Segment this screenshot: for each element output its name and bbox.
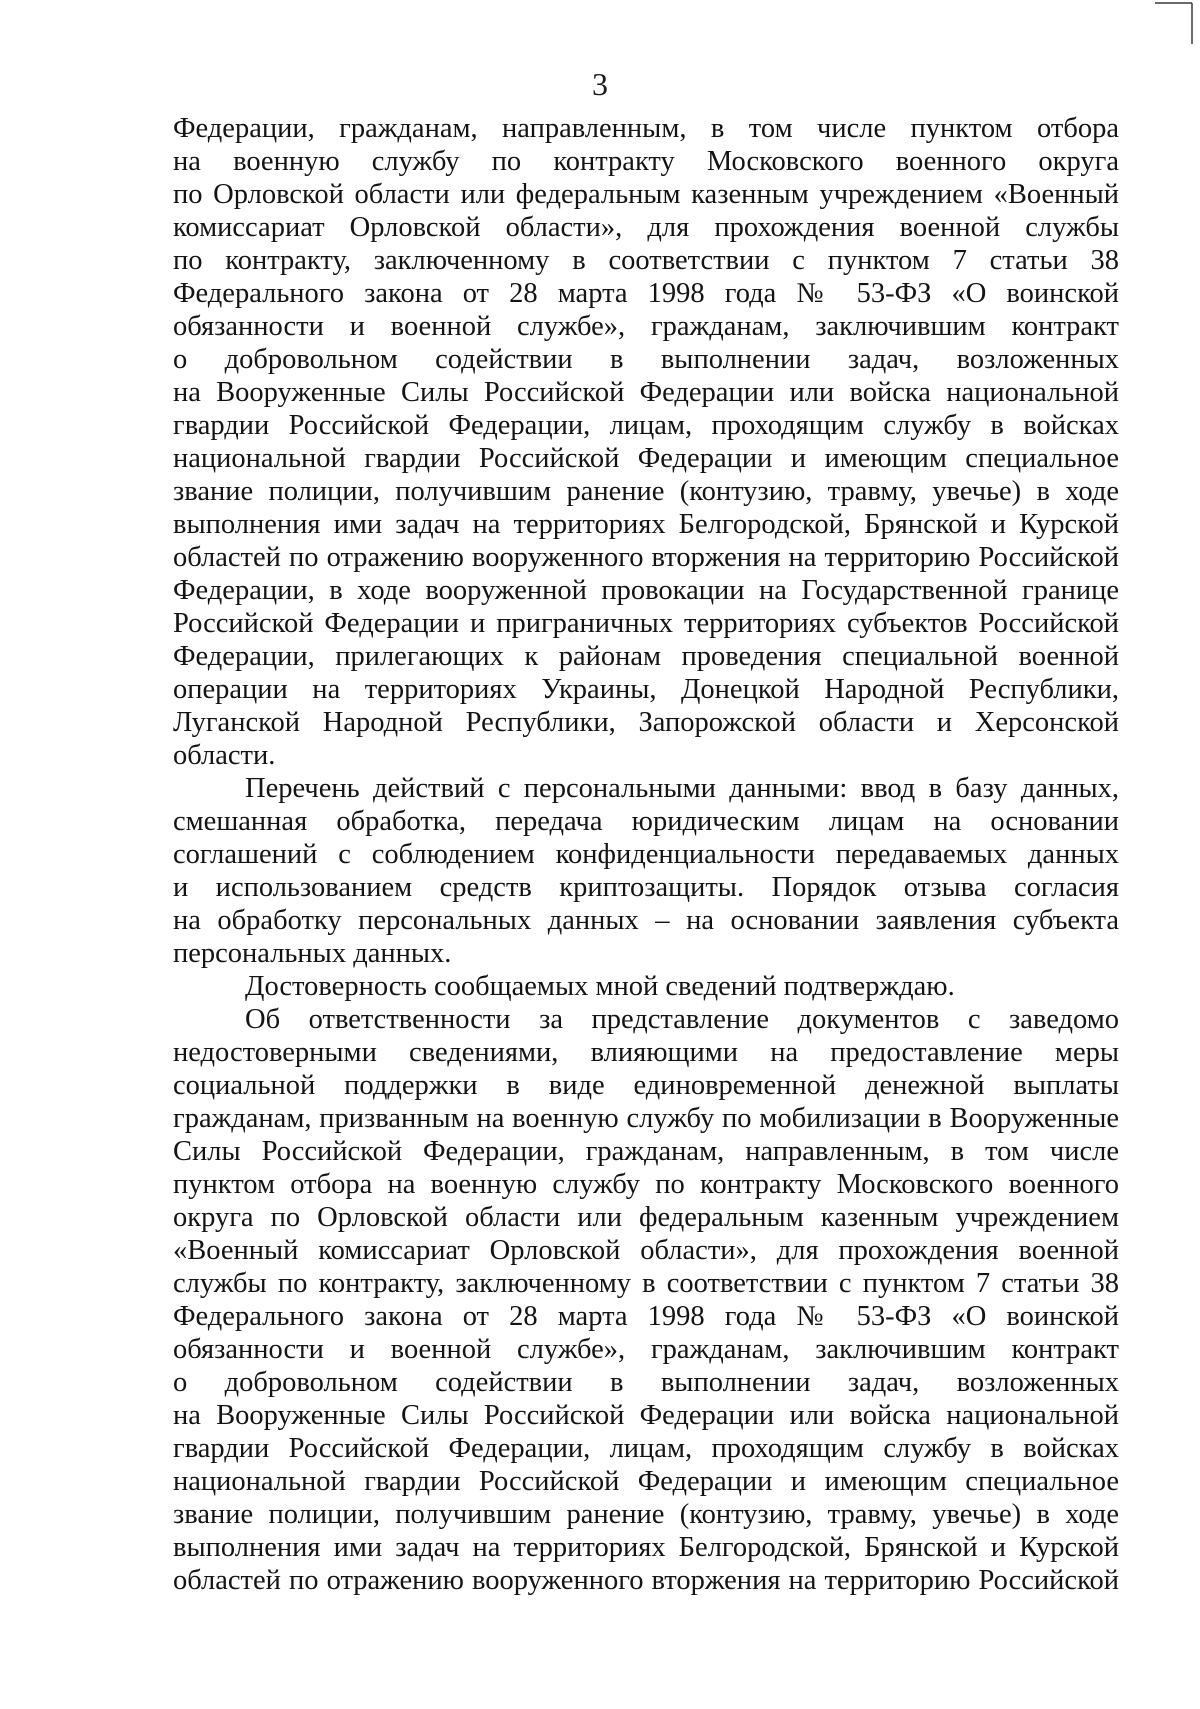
paragraph [173, 1003, 1119, 1597]
text-line: звание полиции, получившим ранение (контузию, травму, увечье) в ходе [173, 476, 1119, 507]
paragraph [173, 772, 1119, 970]
text-line: обязанности и военной службе», гражданам, заключившим контракт [173, 311, 1119, 342]
text-line: по Орловской области или федеральным казенным учреждением «Военный [173, 179, 1119, 210]
text-line: по контракту, заключенному в соответствии с пунктом 7 статьи 38 [173, 245, 1119, 276]
text-line: смешанная обработка, передача юридическим лицам на основании [173, 806, 1119, 837]
text-line: персональных данных. [173, 938, 452, 969]
text-line: гвардии Российской Федерации, лицам, проходящим службу в войсках [173, 1433, 1119, 1464]
text-line: службы по контракту, заключенному в соответствии с пунктом 7 статьи 38 [173, 1268, 1119, 1299]
text-line: на обработку персональных данных – на основании заявления субъекта [173, 905, 1119, 936]
text-line: на военную службу по контракту Московского военного округа [173, 146, 1119, 177]
text-line: на Вооруженные Силы Российской Федерации или войска национальной [173, 1400, 1119, 1431]
text-line: Федерации, прилегающих к районам проведения специальной военной [173, 641, 1119, 672]
text-line: операции на территориях Украины, Донецкой Народной Республики, [173, 674, 1119, 705]
scan-edge-mark [1154, 0, 1200, 44]
text-line: Федерации, в ходе вооруженной провокации на Государственной границе [173, 575, 1119, 606]
paragraph [173, 970, 1119, 1003]
text-line: Федерального закона от 28 марта 1998 года № 53-ФЗ «О воинской [173, 1301, 1119, 1332]
text-line: на Вооруженные Силы Российской Федерации или войска национальной [173, 377, 1119, 408]
text-line: гражданам, призванным на военную службу по мобилизации в Вооруженные [173, 1103, 1119, 1134]
text-line: обязанности и военной службе», гражданам, заключившим контракт [173, 1334, 1119, 1365]
text-line: и использованием средств криптозащиты. Порядок отзыва согласия [173, 872, 1119, 903]
text-line: областей по отражению вооруженного вторжения на территорию Российской [173, 1565, 1119, 1596]
text-line: областей по отражению вооруженного вторжения на территорию Российской [173, 542, 1119, 573]
text-line: Луганской Народной Республики, Запорожской области и Херсонской [173, 707, 1119, 738]
paragraph [173, 112, 1119, 772]
page-number: 3 [592, 66, 608, 102]
text-line: комиссариат Орловской области», для прохождения военной службы [173, 212, 1119, 243]
text-line: выполнения ими задач на территориях Белгородской, Брянской и Курской [173, 1532, 1119, 1563]
text-line: Российской Федерации и приграничных территориях субъектов Российской [173, 608, 1119, 639]
text-line: о добровольном содействии в выполнении задач, возложенных [173, 1367, 1119, 1398]
text-line: соглашений с соблюдением конфиденциальности передаваемых данных [173, 839, 1119, 870]
text-line: гвардии Российской Федерации, лицам, проходящим службу в войсках [173, 410, 1119, 441]
text-line: национальной гвардии Российской Федерации и имеющим специальное [173, 1466, 1119, 1497]
text-line: Перечень действий с персональными данными: ввод в базу данных, [245, 773, 1119, 804]
text-line: недостоверными сведениями, влияющими на предоставление меры [173, 1037, 1119, 1068]
text-line: социальной поддержки в виде единовременной денежной выплаты [173, 1070, 1119, 1101]
text-line: Федерального закона от 28 марта 1998 года № 53-ФЗ «О воинской [173, 278, 1119, 309]
text-line: «Военный комиссариат Орловской области», для прохождения военной [173, 1235, 1119, 1266]
text-line: звание полиции, получившим ранение (контузию, травму, увечье) в ходе [173, 1499, 1119, 1530]
text-line: округа по Орловской области или федеральным казенным учреждением [173, 1202, 1119, 1233]
text-line: Достоверность сообщаемых мной сведений подтверждаю. [245, 971, 955, 1002]
document-body [173, 112, 1119, 1597]
text-line: области. [173, 740, 276, 771]
text-line: национальной гвардии Российской Федерации и имеющим специальное [173, 443, 1119, 474]
text-line: пунктом отбора на военную службу по контракту Московского военного [173, 1169, 1119, 1200]
text-line: Об ответственности за представление документов с заведомо [245, 1004, 1119, 1035]
text-line: Силы Российской Федерации, гражданам, направленным, в том числе [173, 1136, 1119, 1167]
text-line: о добровольном содействии в выполнении задач, возложенных [173, 344, 1119, 375]
text-line: выполнения ими задач на территориях Белгородской, Брянской и Курской [173, 509, 1119, 540]
text-line: Федерации, гражданам, направленным, в том числе пунктом отбора [173, 113, 1119, 144]
